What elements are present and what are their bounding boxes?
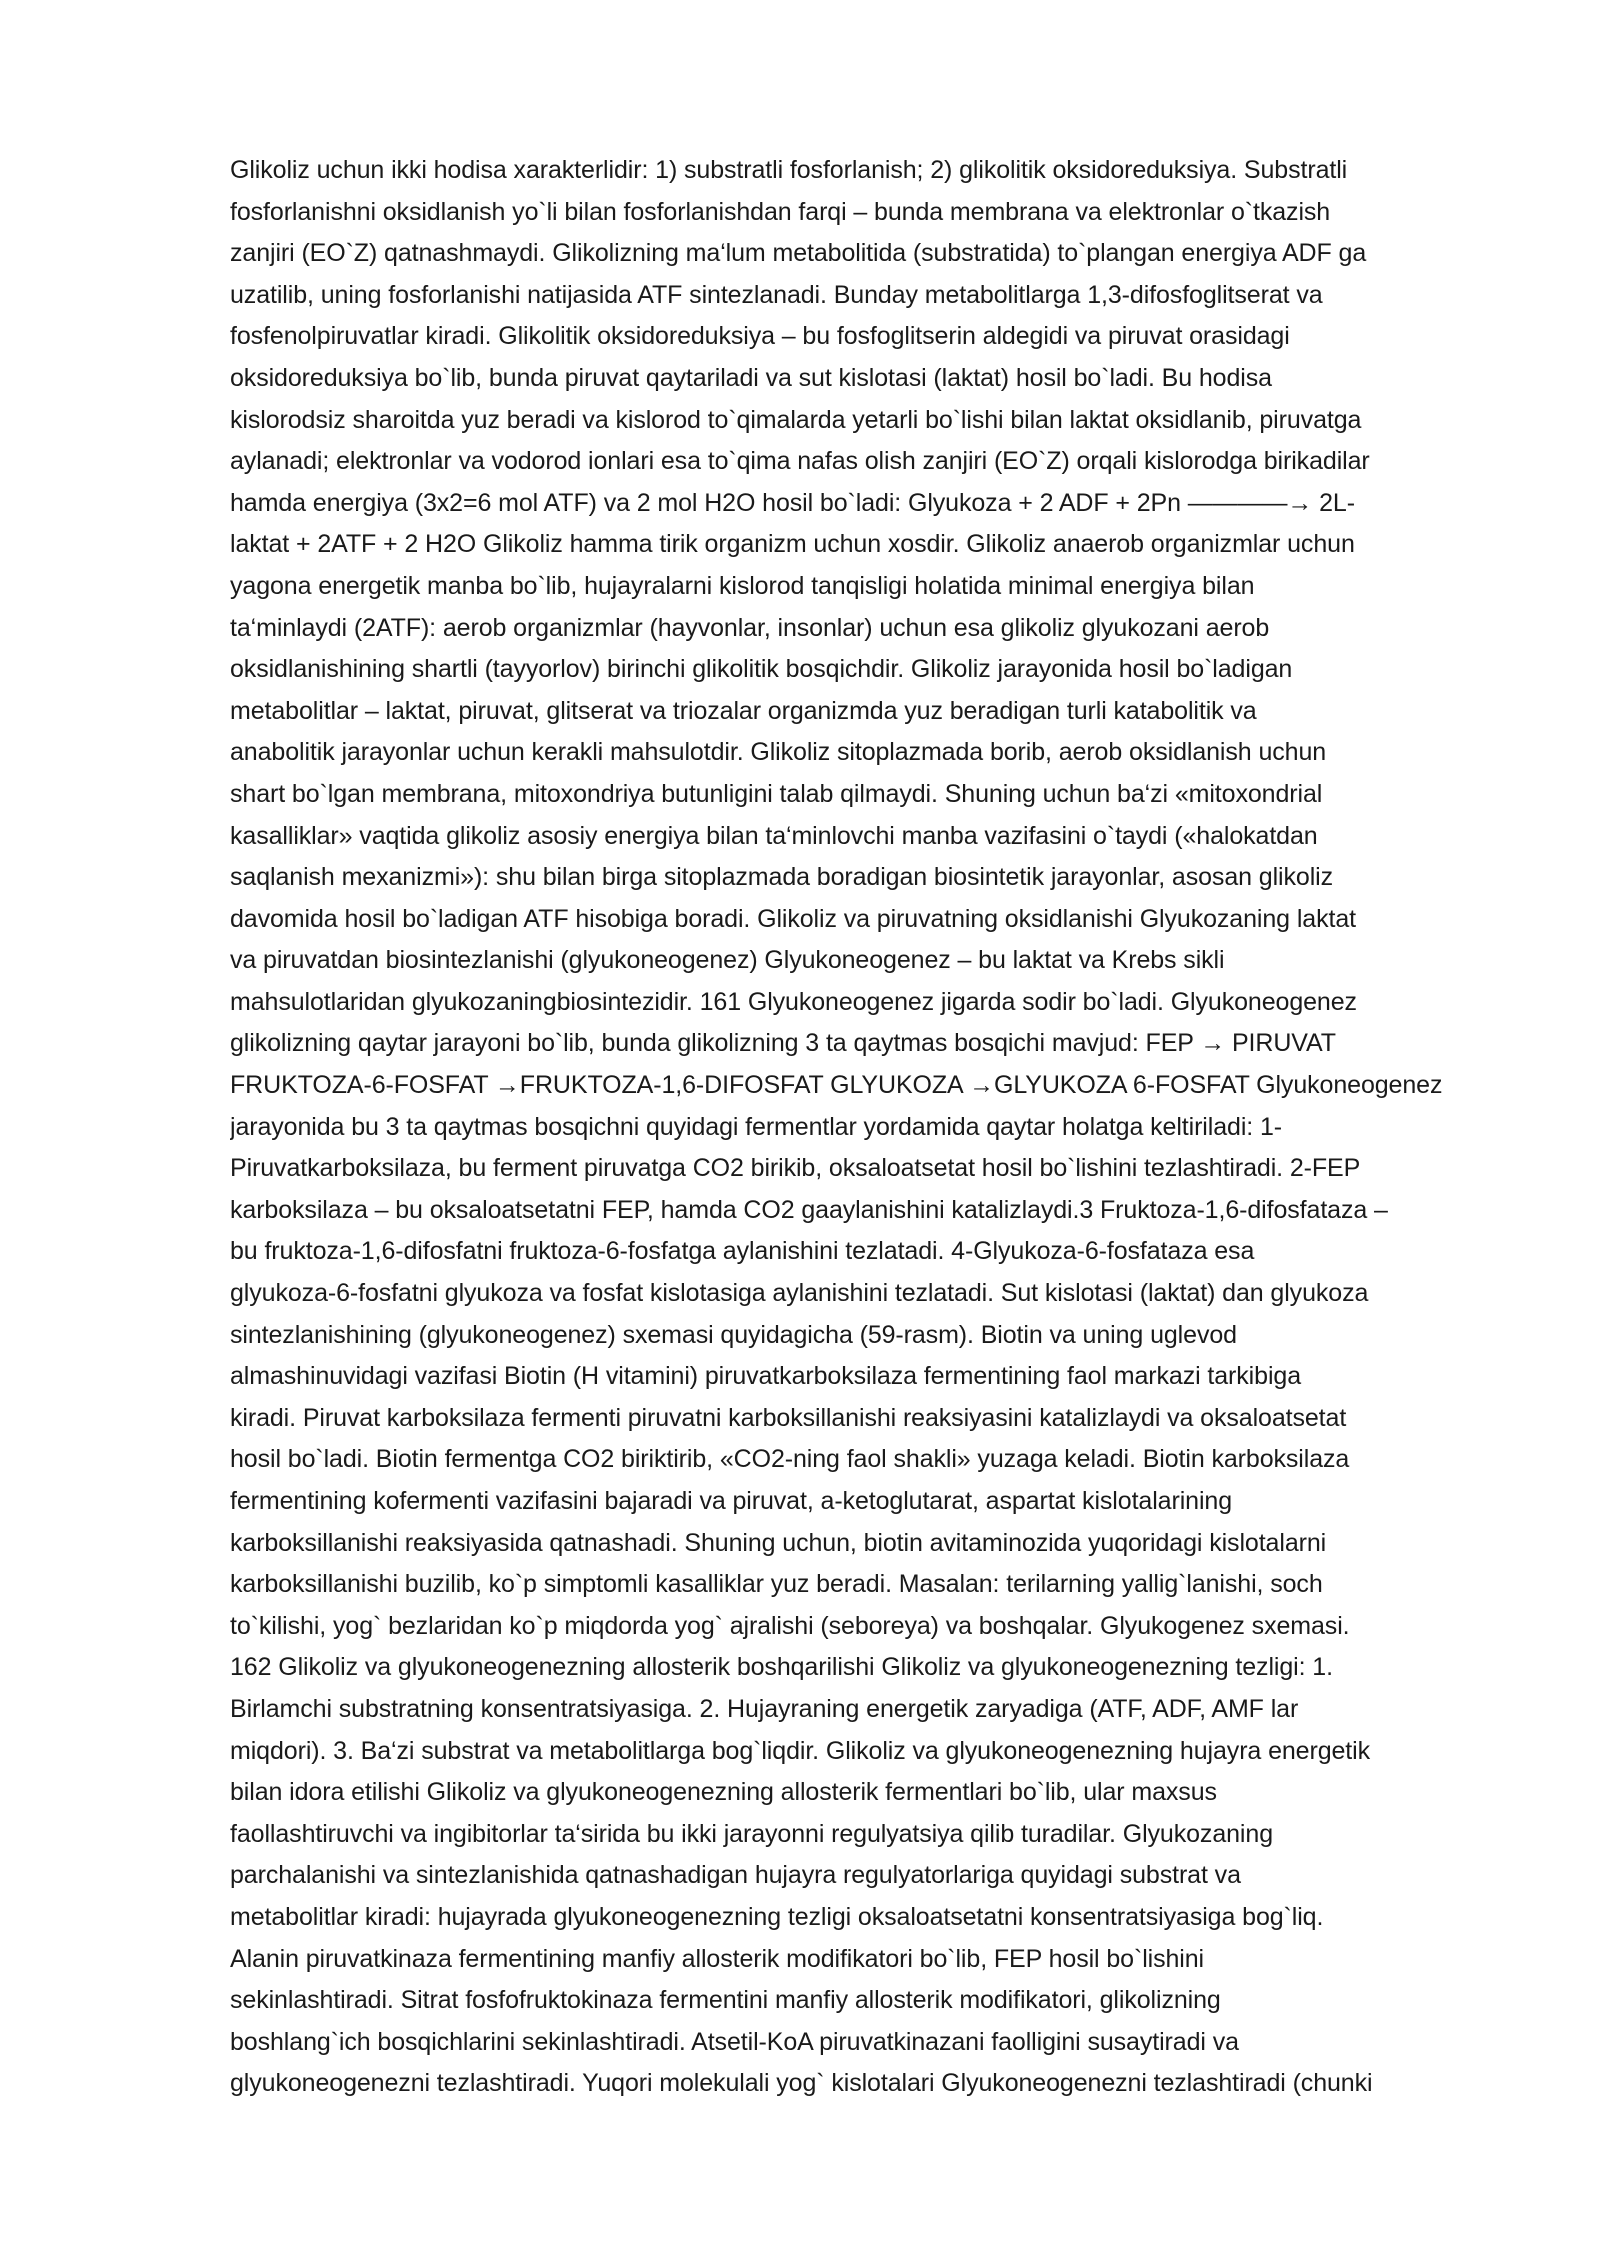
text-line: fosforlanishni oksidlanish yo`li bilan fosforlanishdan farqi – bunda membrana va elektronlar o`tkazish bbox=[230, 197, 1331, 226]
text-line: karboksillanishi buzilib, ko`p simptomli kasalliklar yuz beradi. Masalan: terilarning yallig`lanishi, soch bbox=[230, 1570, 1323, 1599]
text-line: glikolizning qaytar jarayoni bo`lib, bunda glikolizning 3 ta qaytmas bosqichi mavjud: FEP → PIRUVAT bbox=[230, 1029, 1336, 1058]
text-line: karboksilaza – bu oksaloatsetatni FEP, hamda CO2 gaaylanishini katalizlaydi.3 Fruktoza-1,6-difosfataza – bbox=[230, 1195, 1388, 1224]
text-line: saqlanish mexanizmi»): shu bilan birga sitoplazmada boradigan biosintetik jarayonlar, asosan glikoliz bbox=[230, 863, 1334, 892]
text-line: fermentining kofermenti vazifasini bajaradi va piruvat, a-ketoglutarat, aspartat kislotalarining bbox=[230, 1487, 1233, 1515]
text-line: sekinlashtiradi. Sitrat fosfofruktokinaza fermentini manfiy allosterik modifikatori, glikolizning bbox=[230, 1986, 1221, 2015]
text-line: karboksillanishi reaksiyasida qatnashadi. Shuning uchun, biotin avitaminozida yuqoridagi kislotalarni bbox=[230, 1528, 1327, 1557]
text-line: aylanadi; elektronlar va vodorod ionlari esa to`qima nafas olish zanjiri (EO`Z) orqali kislorodga birikadilar bbox=[230, 447, 1370, 476]
text-line: zanjiri (EO`Z) qatnashmaydi. Glikolizning ma‘lum metabolitida (substratida) to`plangan energiya ADF ga bbox=[230, 239, 1367, 268]
text-line: anabolitik jarayonlar uchun kerakli mahsulotdir. Glikoliz sitoplazmada borib, aerob oksidlanish uchun bbox=[230, 738, 1327, 767]
body-text bbox=[230, 150, 1490, 2105]
text-line: hamda energiya (3x2=6 mol ATF) va 2 mol H2O hosil bo`ladi: Glyukoza + 2 ADF + 2Pn ————→ 2L- bbox=[230, 488, 1355, 517]
text-line: shart bo`lgan membrana, mitoxondriya butunligini talab qilmaydi. Shuning uchun ba‘zi «mitoxondrial bbox=[230, 779, 1323, 808]
text-line: almashinuvidagi vazifasi Biotin (H vitamini) piruvatkarboksilaza fermentining faol markazi tarkibiga bbox=[230, 1362, 1302, 1391]
text-line: boshlang`ich bosqichlarini sekinlashtiradi. Atsetil-KoA piruvatkinazani faolligini susaytiradi va bbox=[230, 2027, 1239, 2056]
text-line: va piruvatdan biosintezlanishi (glyukoneogenez) Glyukoneogenez – bu laktat va Krebs sikli bbox=[230, 946, 1225, 975]
text-line: bu fruktoza-1,6-difosfatni fruktoza-6-fosfatga aylanishini tezlatadi. 4-Glyukoza-6-fosfataza esa bbox=[230, 1237, 1255, 1266]
text-line: Glikoliz uchun ikki hodisa xarakterlidir: 1) substratli fosforlanish; 2) glikolitik oksidoreduksiya. Substratli bbox=[230, 156, 1348, 184]
text-line: glyukoneogenezni tezlashtiradi. Yuqori molekulali yog` kislotalari Glyukoneogenezni tezlashtiradi (chunki bbox=[230, 2069, 1373, 2098]
text-line: miqdori). 3. Ba‘zi substrat va metabolitlarga bog`liqdir. Glikoliz va glyukoneogenezning hujayra energetik bbox=[230, 1736, 1371, 1765]
text-line: Birlamchi substratning konsentratsiyasiga. 2. Hujayraning energetik zaryadiga (ATF, ADF, AMF lar bbox=[230, 1694, 1299, 1723]
text-line: hosil bo`ladi. Biotin fermentga CO2 biriktirib, «CO2-ning faol shakli» yuzaga keladi. Biotin karboksilaza bbox=[230, 1445, 1350, 1474]
text-line: FRUKTOZA-6-FOSFAT →FRUKTOZA-1,6-DIFOSFAT GLYUKOZA →GLYUKOZA 6-FOSFAT Glyukoneogenez bbox=[230, 1071, 1443, 1100]
text-line: jarayonida bu 3 ta qaytmas bosqichni quyidagi fermentlar yordamida qaytar holatga keltiriladi: 1- bbox=[230, 1112, 1282, 1141]
text-line: Piruvatkarboksilaza, bu ferment piruvatga CO2 birikib, oksaloatsetat hosil bo`lishini tezlashtiradi. 2-FEP bbox=[230, 1154, 1361, 1183]
text-line: kasalliklar» vaqtida glikoliz asosiy energiya bilan ta‘minlovchi manba vazifasini o`taydi («halokatdan bbox=[230, 821, 1318, 850]
text-line: Alanin piruvatkinaza fermentining manfiy allosterik modifikatori bo`lib, FEP hosil bo`lishini bbox=[230, 1944, 1205, 1973]
text-line: uzatilib, uning fosforlanishi natijasida ATF sintezlanadi. Bunday metabolitlarga 1,3-difosfoglitserat va bbox=[230, 280, 1323, 309]
text-line: bilan idora etilishi Glikoliz va glyukoneogenezning allosterik fermentlari bo`lib, ular maxsus bbox=[230, 1778, 1217, 1807]
text-line: kislorodsiz sharoitda yuz beradi va kislorod to`qimalarda yetarli bo`lishi bilan laktat oksidlanib, piruvatga bbox=[230, 405, 1362, 434]
text-line: faollashtiruvchi va ingibitorlar ta‘sirida bu ikki jarayonni regulyatsiya qilib turadilar. Glyukozaning bbox=[230, 1819, 1273, 1848]
text-line: to`kilishi, yog` bezlaridan ko`p miqdorda yog` ajralishi (seboreya) va boshqalar. Glyukogenez sxemasi. bbox=[230, 1611, 1350, 1640]
text-line: fosfenolpiruvatlar kiradi. Glikolitik oksidoreduksiya – bu fosfoglitserin aldegidi va piruvat orasidagi bbox=[230, 322, 1290, 351]
text-line: parchalanishi va sintezlanishida qatnashadigan hujayra regulyatorlariga quyidagi substrat va bbox=[230, 1861, 1241, 1890]
text-line: metabolitlar kiradi: hujayrada glyukoneogenezning tezligi oksaloatsetatni konsentratsiyasiga bog`liq. bbox=[230, 1902, 1324, 1931]
text-line: oksidoreduksiya bo`lib, bunda piruvat qaytariladi va sut kislotasi (laktat) hosil bo`ladi. Bu hodisa bbox=[230, 363, 1272, 392]
text-line: yagona energetik manba bo`lib, hujayralarni kislorod tanqisligi holatida minimal energiya bilan bbox=[230, 571, 1255, 600]
text-line: oksidlanishining shartli (tayyorlov) birinchi glikolitik bosqichdir. Glikoliz jarayonida hosil bo`ladigan bbox=[230, 655, 1293, 684]
text-line: mahsulotlaridan glyukozaningbiosintezidir. 161 Glyukoneogenez jigarda sodir bo`ladi. Glyukoneogenez bbox=[230, 987, 1357, 1016]
text-line: glyukoza-6-fosfatni glyukoza va fosfat kislotasiga aylanishini tezlatadi. Sut kislotasi (laktat) dan glyukoza bbox=[230, 1279, 1369, 1308]
text-line: 162 Glikoliz va glyukoneogenezning allosterik boshqarilishi Glikoliz va glyukoneogenezning tezligi: 1. bbox=[230, 1653, 1333, 1682]
text-line: metabolitlar – laktat, piruvat, glitserat va triozalar organizmda yuz beradigan turli katabolitik va bbox=[230, 696, 1257, 725]
text-line: davomida hosil bo`ladigan ATF hisobiga boradi. Glikoliz va piruvatning oksidlanishi Glyukozaning laktat bbox=[230, 904, 1356, 933]
text-line: sintezlanishining (glyukoneogenez) sxemasi quyidagicha (59-rasm). Biotin va uning uglevod bbox=[230, 1320, 1237, 1349]
text-line: kiradi. Piruvat karboksilaza fermenti piruvatni karboksillanishi reaksiyasini katalizlaydi va oksaloatsetat bbox=[230, 1403, 1347, 1432]
text-line: laktat + 2ATF + 2 H2O Glikoliz hamma tirik organizm uchun xosdir. Glikoliz anaerob organizmlar uchun bbox=[230, 530, 1355, 559]
text-line: ta‘minlaydi (2ATF): aerob organizmlar (hayvonlar, insonlar) uchun esa glikoliz glyukozani aerob bbox=[230, 613, 1270, 642]
